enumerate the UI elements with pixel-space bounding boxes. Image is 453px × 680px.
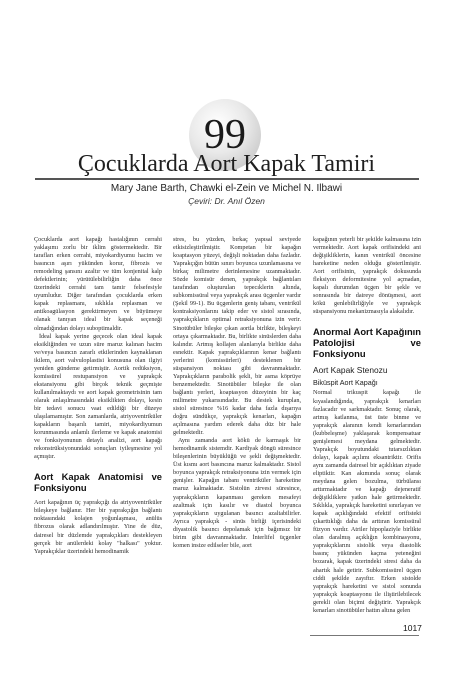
paragraph: kapağının yeterli bir şekilde kalmasına izin vermektedir. Aort kapak orifisindeki ani değişikliklerin, kanın ventrikül öncesine hareketine neden olduğu gösterilmiştir. Aort orifisinin, yaprakçık dokusunda fleksiyon deformitesine yol açmadan, kapalı durumdan üçgen bir şekle ve sonrasında bir daireye dönüşmesi, aort kökü genlebilirliğiyle ve yaprakçık süspansiyonu mekanizmasıyla alakalıdır. <box>313 236 421 316</box>
text-column-right <box>313 236 421 615</box>
section-heading: Anormal Aort Kapağının Patolojisi ve Fonksiyonu <box>313 326 421 360</box>
chapter-title: Çocuklarda Aort Kapak Tamiri <box>77 151 376 177</box>
paragraph: Çocuklarda aort kapağı hastalığının cerrahi yaklaşımı zorlu bir iklim göstermektedir. Bir tarafları erken cerrahi, miyokardiyumu hacim ve basıncın aşırı yükünden korur, fibrozis ve remodeling şansını azaltır ve tüm konjenital kalp defektlerinin; yürütülebilirliğin daha önce üzerindeki cerrahi tam tamir felsefesiyle uyumludur. Diğer tarafından çocuklarda erken kapak replasmanı, sıklıkla replasman ve antikoagülasyon gerektirmeyen ve büyümeye olanak tanıyan ideal bir kapak seçeneği olmadığından dolayı suboptimaldir. <box>34 236 162 332</box>
page-number: 1017 <box>403 623 422 633</box>
chapter-number: 99 <box>204 112 246 158</box>
paragraph: İdeal kapak yerine geçecek olan ideal kapak eksikliğinden ve uzun süre maruz kalınan hacim ve/veya basıncın zararlı etkilerinden kaynaklanan ikilem, aort valvuloplastisi konusuna olan ilgiyi yeniden gündeme getirmiştir. Aortik redüksiyon, komissürel restupansiyon ve yaprakçık ekstansiyonu gibi birçok teknik geçmişte kullanılmaktaydı ve aort kapak geometrisinin tam olarak anlaşılmasındaki eksiklikten dolayı, kesin bir tedavi sonucu vaat edildiği bir düzeye ulaşılamamıştır. Son zamanlarda, atriyoventriküler kapakların başarılı tamiri, miyokardiyumun korunmasında anlamlı ilerleme ve kapak anatomisi ve fonksiyonunun detaylı analizi, aort kapağı rekonstrüksiyonundaki sonuçları iyileşmesine yol açmıştır. <box>34 332 162 461</box>
text-column-middle <box>173 236 301 550</box>
section-heading: Aort Kapak Anatomisi ve Fonksiyonu <box>34 471 162 494</box>
footer-rule <box>310 635 419 636</box>
translator: Çeviri: Dr. Anıl Özen <box>188 196 265 206</box>
subsection-heading: Aort Kapak Stenozu <box>313 365 388 376</box>
paragraph: stres, bu yüzden, bırkaç yapısal seviyede etkisizleştirilmiştir. Kompetan bir kapağın koaptasyon yüzeyi, değişli noktadan daha fazladır. Yaprakçığın bütün sınırı boyunca uzunlamasına ve birkaç milimetre derinlemesine uzanmaktadır. Sözde komisür denen, yaprakçık bağlantıları tarafından oluşturulan tepecıklerin altında, subkomissüral veya yaprakçık arası üçgenler vardır (Şekil 99-1). Bu üçgenlerin geniş tabanı, ventrikül kontraksiyonlarını takip eder ve sistol sırasında, yaprakçıkların optimal retraksiyonuna izin verir. Sinotübüler bileşke çıkan aortla birlikte, bileşkeyi ortaya çıkarmaktadır. Bu, birlikte sinüslerden daha kalındır. Artmış kollajen alanlarıyla birlikte daha esnektir. Kapak yaprakçıklarının kenar bağlantı yerlerini (komissürleri) desteklenen bir süspansiyon noktası gibi davranmaktadır. Yaprakçıkların parabolik şekli, bir asma köprüye benzemektedir. Sinotübüler bileşke ile olan bağlantı yerleri, koaptasyon düzeyinin bir kaç milimetre yukarısındadır. Bu destek kuruplan, sistol süresince %16 kadar daha fazla dışarıya doğru sündükçe, yaprakçık kenarları, kapağın açılmasına yardım ederek daha düz bir hale gelmektedir. <box>173 236 301 437</box>
paragraph: Aynı zamanda aort kökü de karmaşık bir hemodinamik sistemdir. Kardiyak döngü süresince bileşenlerinin büyüklüğü ve şekli değişmektedir. Üst kısmı aort basıncına maruz kalmaktadır. Sistol boyunca yaprakçık retraksiyonuna izin vermek için genişler. Kapağın tabanı ventriküler hareketine maruz kalmaktadır. Sistolün zirvesi süresince, yaprakçıkların kapanması gereken mesafeyi azaltmak için kasılır ve diastol boyunca yaprakçıkların uygulanan basıncı azaltabilirler. Ayrıca yaprakçık - sinüs birliği içerisindeki diyastolik basıncı depolamak için bağımsız bir birim gibi davranmaktadır. İnterlifel üçgenler komen insize edilseler bile, aort <box>173 437 301 549</box>
paragraph: Normal trikuspit kapağı ile kıyaslandığında, yaprakçık kenarları fazlacadır ve sarkmaktadır. Sonuç olarak, artmış katlanma, üst üste binme ve yaprakçık alanının kendi kenarlarından (kubbeleşme) yaklaşarak kompensatuar genişlemesi meydana gelmektedir. Yaprakçık boyutundaki tutarsızlıktan dolayı, kapak açılımı eksantriktir. Orifis aynı zamanda dairesel bir açıklıktan ziyade eliptiktir. Kan akımında sonuç olarak meydana gelen bozulma, türbülansı arttırmaktadır ve kapağı dejeneratif değişikliklere yatkın hale getirmektedir. Sıklıkla, yaprakçık hareketini sınırlayan ve kapak açıklığındaki efektif orifisteki çıkarttıklığı daha da arttıran komissüral füzyon vardır. Atriler hipoplaziyle birlikte olan daralmış açıklığın kombinasyonu, yaprakçıklarını sistolik veya diastolik basınç yükünden kaçma yeteneğini bozarak, kapak üzerindeki stresi daha da ahartık hale getirir. Subkomissürel üçgen ciddi şekilde zayıftır. Erken sistolde yaprakçık hareketini ve sistol sonunda yaprakçık koaptasyonu ile iliştirilebilecek gerekli olan biçimi değiştirir. Yaprakçık kenarları sinotübüler hattın altına gelen <box>313 389 421 614</box>
subsubsection-heading: Biküspit Aort Kapağı <box>313 378 378 388</box>
authors: Mary Jane Barth, Chawki el-Zein ve Michel N. Ilbawi <box>110 183 343 194</box>
title-divider <box>35 178 419 180</box>
text-column-left <box>34 236 162 556</box>
paragraph: Aort kapağının üç yaprakçığı da atriyoventriküler bileşkeye bağlanır. Her bir yaprakçığın bağlantı noktasındaki kolajen yoğunlaşması, anülüs fibrozus olarak adlandırılmıştır. Yine de düz, dairesel bir düzlemde yaprakçıkları destekleyen gerçek bir anülerdeki kolay "halkası" yoktur. Yaprakçıklar üzerindeki hemodinamik <box>34 499 162 555</box>
